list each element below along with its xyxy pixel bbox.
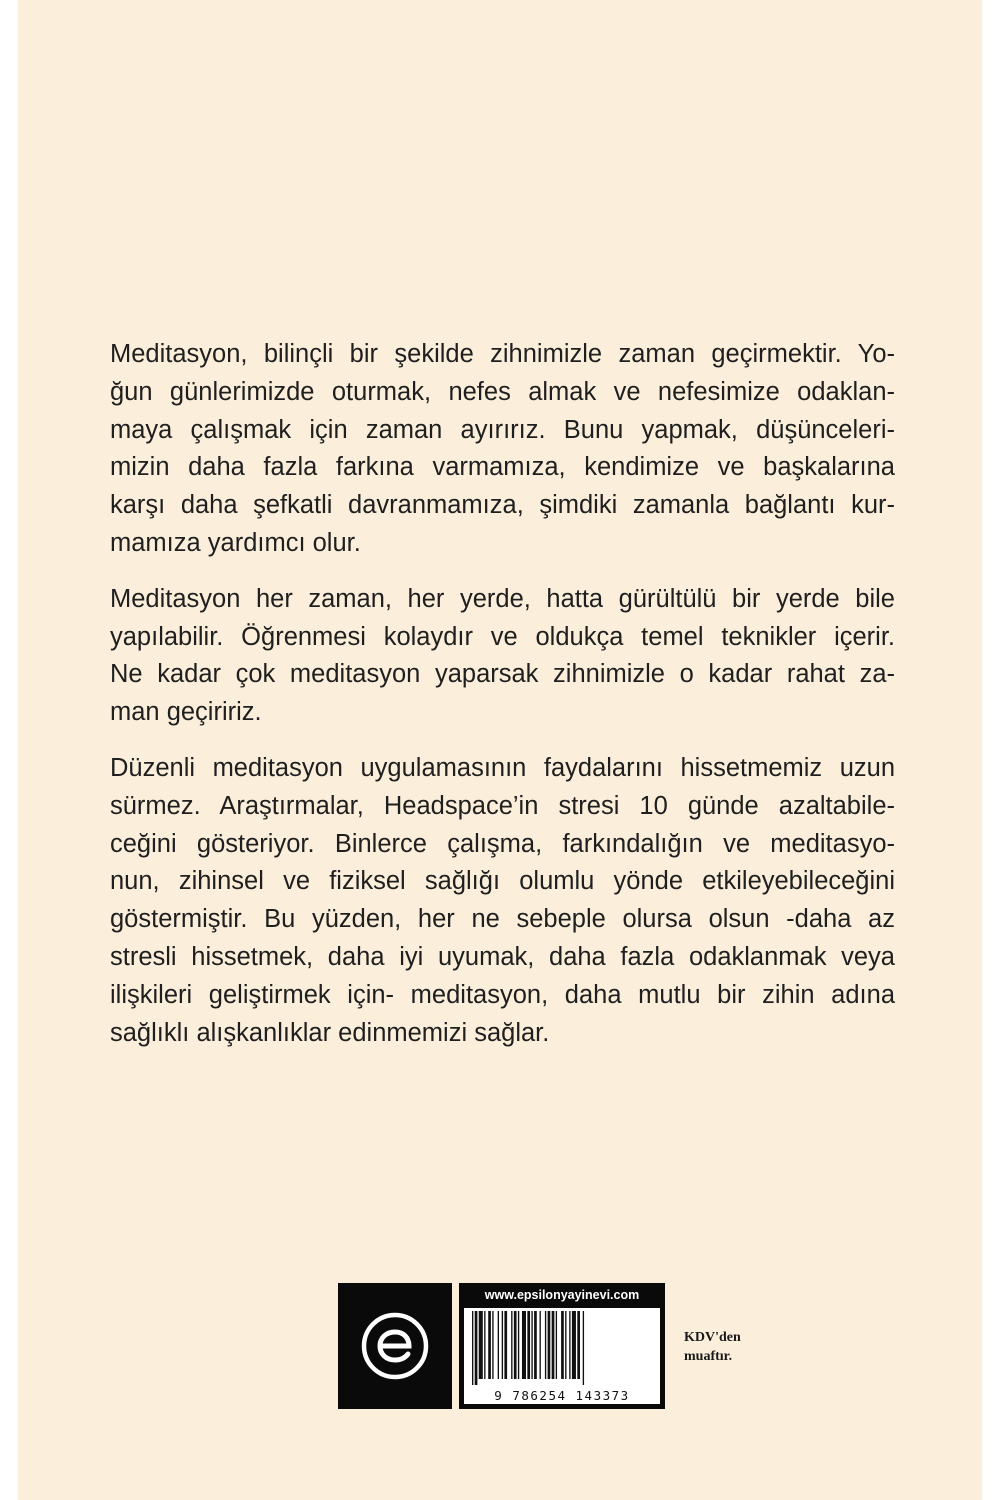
barcode-bar — [552, 1311, 555, 1379]
barcode-bar — [511, 1311, 512, 1379]
paragraph-3 — [110, 750, 895, 1052]
barcode-bar — [545, 1311, 546, 1379]
barcode-bar — [472, 1311, 473, 1385]
isbn-number: 9 786254 143373 — [494, 1388, 630, 1403]
barcode-block — [459, 1283, 665, 1409]
text-line: yapılabilir. Öğrenmesi kolaydır ve oldukça temel teknikler içerir. — [110, 622, 895, 651]
text-line: Meditasyon, bilinçli bir şekilde zihnimizle zaman geçirmektir. Yo- — [110, 340, 895, 368]
text-line: Meditasyon her zaman, her yerde, hatta gürültülü bir yerde bile — [110, 584, 895, 613]
barcode-bar — [492, 1311, 493, 1379]
tax-note-line: KDV'den — [684, 1330, 741, 1345]
barcode-bar — [488, 1311, 491, 1379]
text-line: man geçiririz. — [110, 698, 262, 727]
text-line: mizin daha fazla farkına varmamıza, kendimize ve başkalarına — [110, 453, 895, 482]
tax-exempt-note — [684, 1328, 741, 1366]
blurb-text — [110, 336, 895, 1070]
text-line: Düzenli meditasyon uygulamasının faydalarını hissetmemiz uzun — [110, 753, 895, 782]
text-line: sağlıklı alışkanlıklar edinmemizi sağlar. — [110, 1018, 550, 1047]
text-line: ğun günlerimizde oturmak, nefes almak ve nefesimize odaklan- — [110, 377, 895, 406]
barcode-bar — [522, 1311, 526, 1379]
barcode-bar — [569, 1311, 570, 1379]
barcode-bar — [475, 1311, 478, 1385]
text-line: ilişkileri geliştirmek için- meditasyon, daha mutlu bir zihin adına — [110, 980, 895, 1009]
barcode-bar — [548, 1311, 551, 1379]
barcode-bar — [514, 1311, 517, 1379]
barcode-bar — [479, 1311, 483, 1379]
text-line: nun, zihinsel ve fiziksel sağlığı olumlu yönde etkileyebileceğini — [110, 867, 895, 896]
barcode-panel — [464, 1308, 660, 1404]
barcode-bar — [484, 1311, 485, 1379]
publisher-e-logo-icon — [361, 1312, 429, 1380]
barcode-bar — [502, 1311, 503, 1379]
publisher-logo — [338, 1283, 452, 1409]
barcode-bar — [583, 1311, 584, 1385]
text-line: mamıza yardımcı olur. — [110, 528, 361, 557]
barcode-bar — [565, 1311, 566, 1379]
paragraph-1 — [110, 336, 895, 563]
barcode-bar — [534, 1311, 537, 1379]
text-line: ceğini gösteriyor. Binlerce çalışma, farkındalığın ve meditasyo- — [110, 829, 895, 858]
barcode-bar — [531, 1311, 532, 1379]
text-line: sürmez. Araştırmalar, Headspace’in stresi 10 günde azaltabile- — [110, 791, 895, 820]
paragraph-2 — [110, 581, 895, 732]
barcode-bar — [518, 1311, 519, 1379]
barcode-bar — [572, 1311, 576, 1379]
tax-note-line: muaftır. — [684, 1349, 733, 1364]
barcode-bar — [561, 1311, 564, 1379]
text-line: göstermiştir. Bu yüzden, her ne sebeple olursa olsun -daha az — [110, 905, 895, 934]
barcode-bar — [540, 1311, 541, 1379]
barcode-bars — [470, 1311, 654, 1385]
text-line: stresli hissetmek, daha iyi uyumak, daha fazla odaklanmak veya — [110, 942, 895, 971]
barcode-bar — [577, 1311, 580, 1379]
barcode-bar — [556, 1311, 557, 1379]
text-line: karşı daha şefkatli davranmamıza, şimdiki zamanla bağlantı kur- — [110, 491, 895, 520]
barcode-bar — [527, 1311, 530, 1379]
text-line: maya çalışmak için zaman ayırırız. Bunu yapmak, düşünceleri- — [110, 415, 895, 444]
text-line: Ne kadar çok meditasyon yaparsak zihnimizle o kadar rahat za- — [110, 660, 895, 689]
barcode-bar — [504, 1311, 507, 1379]
publisher-website: www.epsilonyayinevi.com — [484, 1288, 640, 1302]
barcode-bar — [498, 1311, 499, 1379]
